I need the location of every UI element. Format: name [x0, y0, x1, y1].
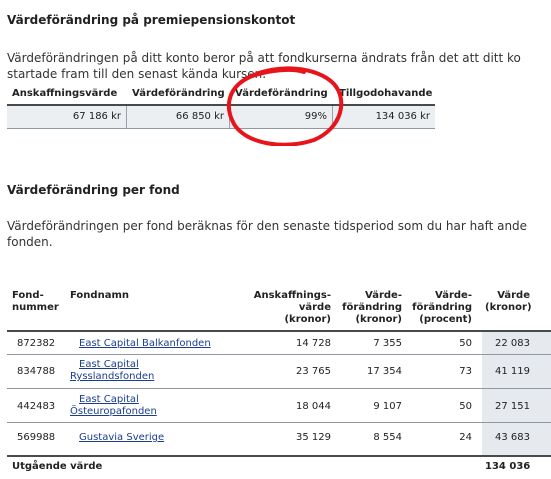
cell-anskaffning: 14 728 — [296, 338, 331, 349]
cell-fondnummer: 872382 — [17, 338, 56, 349]
cell-fondnummer: 834788 — [17, 366, 56, 377]
header-tillgodohavande: Tillgodohavande — [339, 88, 433, 99]
table-row — [7, 355, 551, 389]
cell-fondnummer: 569988 — [17, 432, 56, 443]
cell-forandring-kr: 17 354 — [367, 366, 402, 377]
fund-link-gustavia-sverige[interactable]: Gustavia Sverige — [79, 432, 165, 443]
fund-table-header — [7, 288, 551, 332]
fund-link-osteuropafonden-line2[interactable]: Östeuropafonden — [70, 406, 157, 417]
header-fondnamn: Fondnamn — [70, 290, 129, 301]
table-row — [7, 423, 551, 454]
section-text-konto-1: Värdeförändringen på ditt konto beror på att fondkurserna ändrats från det att ditt ko — [7, 51, 521, 65]
cell-varde: 41 119 — [495, 366, 530, 377]
cell-forandring-pct: 73 — [459, 366, 472, 377]
summary-header-row — [7, 86, 435, 106]
value-vardeforandring-pct: 99% — [304, 111, 327, 122]
cell-forandring-kr: 9 107 — [373, 401, 402, 412]
header-vardeforandring-kr: Värdeförändring — [132, 88, 225, 99]
section-text-fond-2: fonden. — [7, 235, 53, 249]
section-text-konto-2: startade fram till den senast kända kursen. — [7, 67, 267, 81]
fund-link-rysslandsfonden-line1[interactable]: East Capital — [79, 359, 139, 370]
header-anskaffningsvarde: Anskaffningsvärde — [12, 88, 118, 99]
section-title-konto: Värdeförändring på premiepensionskontot — [7, 13, 296, 27]
cell-forandring-pct: 50 — [459, 338, 472, 349]
total-label: Utgående värde — [12, 461, 103, 472]
cell-fondnummer: 442483 — [17, 401, 56, 412]
cell-anskaffning: 18 044 — [296, 401, 331, 412]
cell-varde: 22 083 — [495, 338, 530, 349]
section-title-per-fond: Värdeförändring per fond — [7, 183, 180, 197]
value-vardeforandring-kr: 66 850 kr — [175, 111, 224, 122]
cell-forandring-pct: 50 — [459, 401, 472, 412]
table-row — [7, 332, 551, 355]
cell-anskaffning: 23 765 — [296, 366, 331, 377]
cell-forandring-kr: 7 355 — [373, 338, 402, 349]
cell-forandring-kr: 8 554 — [373, 432, 402, 443]
fund-link-rysslandsfonden-line2[interactable]: Rysslandsfonden — [70, 371, 155, 382]
fund-link-balkanfonden[interactable]: East Capital Balkanfonden — [79, 338, 211, 349]
section-text-fond-1: Värdeförändringen per fond beräknas för den senaste tidsperiod som du har haft ande — [7, 219, 528, 233]
header-anskaffningsvarde-kronor: Anskaffnings- värde (kronor) — [253, 290, 331, 325]
header-vardeforandring-pct: Värdeförändring — [235, 88, 328, 99]
summary-table — [7, 86, 435, 129]
cell-varde: 27 151 — [495, 401, 530, 412]
cell-varde: 43 683 — [495, 432, 530, 443]
table-total-row — [7, 455, 551, 479]
value-anskaffningsvarde: 67 186 kr — [72, 111, 121, 122]
summary-value-row — [7, 106, 435, 129]
total-value: 134 036 — [485, 461, 531, 472]
value-tillgodohavande: 134 036 kr — [375, 111, 430, 122]
cell-anskaffning: 35 129 — [296, 432, 331, 443]
header-varde-kronor: Värde (kronor) — [485, 290, 532, 313]
header-fondnummer: Fond- nummer — [12, 290, 59, 313]
header-vardeforandring-procent: Värde- förändring (procent) — [412, 290, 472, 325]
header-vardeforandring-kronor: Värde- förändring (kronor) — [342, 290, 402, 325]
cell-forandring-pct: 24 — [459, 432, 472, 443]
table-row — [7, 389, 551, 423]
fund-link-osteuropafonden-line1[interactable]: East Capital — [79, 394, 139, 405]
